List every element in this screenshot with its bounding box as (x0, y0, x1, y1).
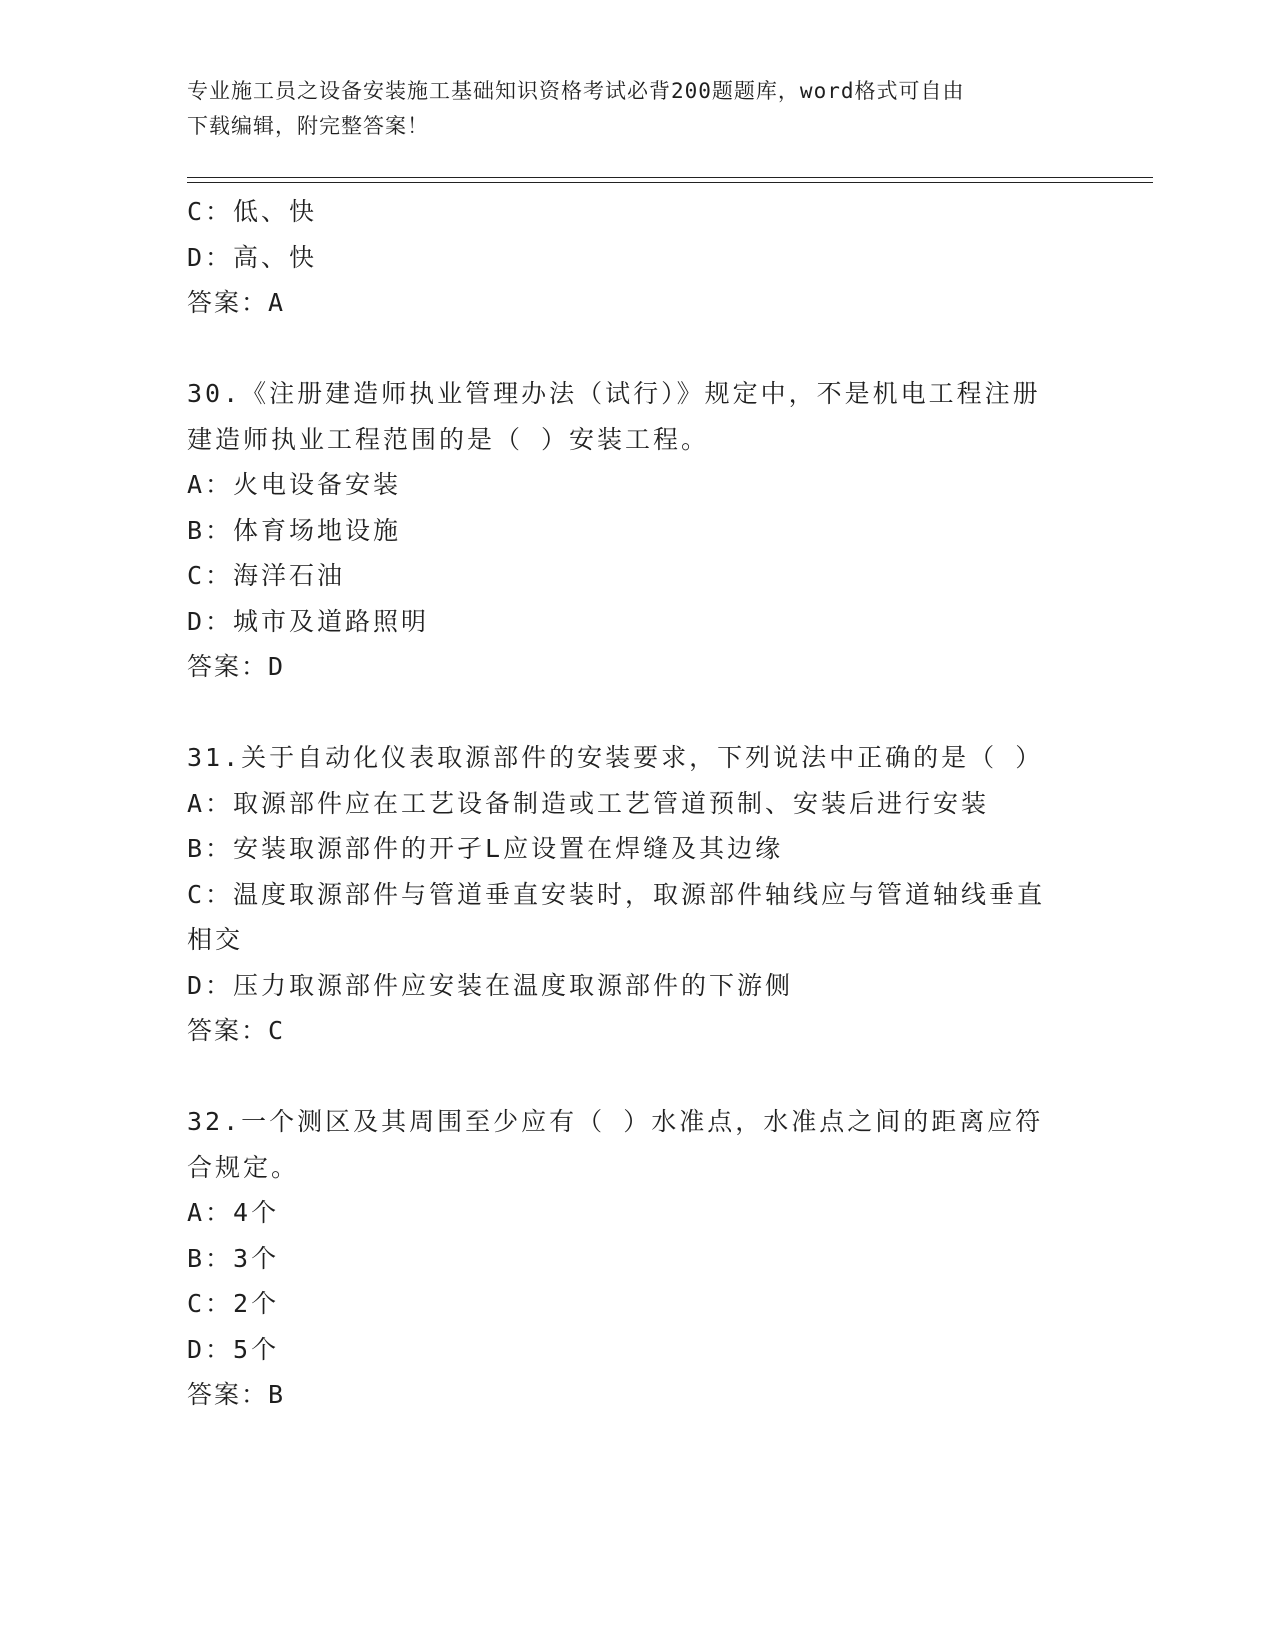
question-content (187, 189, 1087, 1418)
answer-line: 答案：A (187, 288, 286, 317)
option-d: D：城市及道路照明 (187, 606, 430, 636)
header-title-line-1: 专业施工员之设备安装施工基础知识资格考试必背200题题库，word格式可自由 (187, 79, 965, 103)
option-a: A：4个 (187, 1198, 280, 1227)
spacer (187, 326, 1087, 372)
spacer (187, 690, 1087, 736)
option-d: D：高、快 (187, 242, 318, 272)
question-stem-line-2: 建造师执业工程范围的是（ ）安装工程。 (187, 424, 710, 454)
answer-line: 答案：D (187, 652, 286, 681)
option-b: B：安装取源部件的开孑L应设置在焊缝及其边缘 (187, 834, 784, 863)
option-c: C：海洋石油 (187, 561, 346, 590)
option-c-line-1: C：温度取源部件与管道垂直安装时，取源部件轴线应与管道轴线垂直 (187, 879, 1046, 909)
question-stem-line-1: 32.一个测区及其周围至少应有（ ）水准点，水准点之间的距离应符 (187, 1107, 1044, 1136)
question-30 (187, 371, 1087, 690)
option-a: A：取源部件应在工艺设备制造或工艺管道预制、安装后进行安装 (187, 788, 990, 818)
option-d: D：压力取源部件应安装在温度取源部件的下游侧 (187, 970, 794, 1000)
question-stem-line-1: 30.《注册建造师执业管理办法（试行）》规定中，不是机电工程注册 (187, 379, 1041, 408)
option-c: C：2个 (187, 1289, 280, 1318)
option-d: D：5个 (187, 1334, 280, 1364)
previous-question-tail (187, 189, 1087, 326)
question-32 (187, 1099, 1087, 1418)
header-title-line-2: 下载编辑，附完整答案！ (187, 114, 429, 138)
option-c: C：低、快 (187, 197, 318, 226)
spacer (187, 1054, 1087, 1100)
question-stem-line-2: 合规定。 (187, 1152, 300, 1182)
option-b: B：体育场地设施 (187, 515, 402, 545)
header-divider-top (187, 177, 1153, 178)
header-divider-bottom (187, 182, 1153, 183)
answer-line: 答案：B (187, 1380, 286, 1409)
option-b: B：3个 (187, 1243, 280, 1273)
option-a: A：火电设备安装 (187, 470, 402, 499)
answer-line: 答案：C (187, 1016, 286, 1045)
option-c-line-2: 相交 (187, 925, 244, 954)
question-stem-line-1: 31.关于自动化仪表取源部件的安装要求，下列说法中正确的是（ ） (187, 743, 1044, 772)
question-31 (187, 735, 1087, 1054)
document-header (187, 74, 1067, 144)
